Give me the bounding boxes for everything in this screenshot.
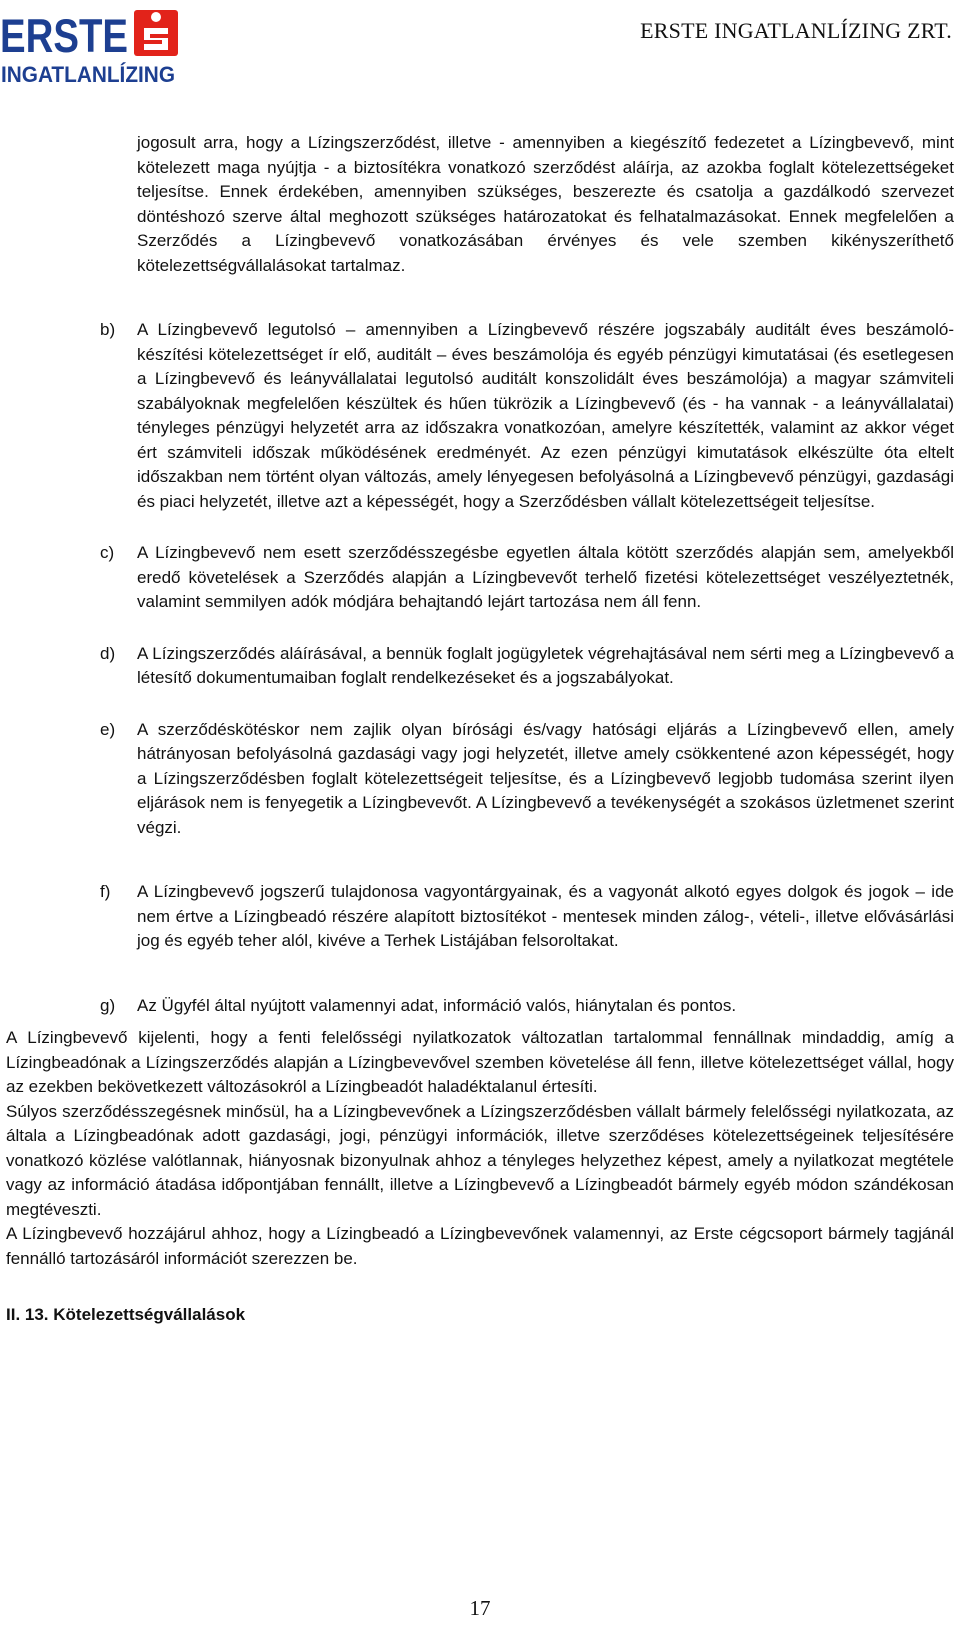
list-item-text: A szerződéskötéskor nem zajlik olyan bírósági és/vagy hatósági eljárás a Lízingbevevő ellen, amely hátrányosan befolyásolná gazdasági vagy jogi helyzetét, illetve amely csökkentené azon képességét, hogy a Lízingszerződésben foglalt kötelezettségeit teljesítse, és a Lízingbevevő legjobb tudomása szerint ilyen eljárások nem is fenyegetik a Lízingbevevőt. A Lízingbevevő a tevékenységét a szokásos üzletmenet szerint végzi. <box>137 719 954 837</box>
body-paragraphs <box>6 1026 954 1271</box>
list-item-text: A Lízingbevevő jogszerű tulajdonosa vagyontárgyainak, és a vagyonát alkotó egyes dolgok és jogok – ide nem értve a Lízingbeadó részére alapított biztosítékot - mentesek minden zálog-, vételi-, illetve elővásárlási jog és egyéb teher alól, kivéve a Terhek Listájában felsoroltakat. <box>137 882 954 950</box>
list-item-label: d) <box>100 643 116 663</box>
list-item-label: c) <box>100 543 115 562</box>
list-item-text: Az Ügyfél által nyújtott valamennyi adat, információ valós, hiánytalan és pontos. <box>137 995 737 1015</box>
document-body <box>6 131 954 1327</box>
list-item-b <box>6 318 954 514</box>
list-item-g <box>6 994 954 1019</box>
list-item-label: f) <box>100 882 111 901</box>
body-paragraph: Súlyos szerződésszegésnek minősül, ha a Lízingbevevőnek a Lízingszerződésben vállalt bármely felelősségi nyilatkozata, az általa a Lízingbeadónak adott gazdasági, jogi, pénzügyi információk, illetve szerződéses kötelezettségeinek teljesítésére vonatkozó közlése valótlannak, hiányosnak bizonyulnak ahhoz a tényleges helyzethez képest, amely a nyilatkozat megtétele vagy az információ átadása időpontjában fennállt, illetve a Lízingbevevő a Lízingbeadót bármely egyéb módon szándékosan megtéveszti. <box>6 1101 954 1219</box>
section-heading: II. 13. Kötelezettségvállalások <box>6 1305 246 1324</box>
logo-mark-icon <box>134 10 178 56</box>
erste-logo <box>0 6 190 88</box>
list-item-e <box>6 718 954 841</box>
list-item-text: A Lízingbevevő nem esett szerződésszegésbe egyetlen általa kötött szerződés alapján sem, amelyekből eredő követelések a Szerződés alapján a Lízingbevevőt terhelő fizetési kötelezettséget veszélyeztetnék, valamint semmilyen adók módjára behajtandó lejárt tartozása nem áll fenn. <box>137 543 954 611</box>
body-paragraph: A Lízingbevevő hozzájárul ahhoz, hogy a Lízingbeadó a Lízingbevevőnek valamennyi, az Erste cégcsoport bármely tagjánál fennálló tartozásáról információt szerezzen be. <box>6 1224 954 1268</box>
list-item-label: e) <box>100 719 116 739</box>
list-item-text: A Lízingbevevő legutolsó – amennyiben a Lízingbevevő részére jogszabály auditált éves beszámoló-készítési kötelezettséget ír elő, auditált – éves beszámolója és egyéb pénzügyi kimutatásai (és esetlegesen a Lízingbevevő és leányvállalatai legutolsó auditált konszolidált éves beszámolója) a magyar számviteli szabályoknak megfelelően készültek és hűen tükrözik a Lízingbevevő (és - ha vannak - a leányvállalatai) tényleges pénzügyi helyzetét arra az időszakra vonatkozóan, amelyre készítették, valamint az akkor véget ért számviteli időszak működésének eredményét. Az ezen pénzügyi kimutatások elkészülte óta eltelt időszakban nem történt olyan változás, amely lényegesen befolyásolná a Lízingbevevő pénzügyi, gazdasági és piaci helyzetét, illetve azt a képességét, hogy a Szerződésben vállalt kötelezettségeit teljesítse. <box>137 320 954 511</box>
list-item-d <box>6 642 954 691</box>
list-item-label: b) <box>100 320 116 339</box>
page-header <box>0 0 960 100</box>
list-item-text: A Lízingszerződés aláírásával, a bennük foglalt jogügyletek végrehajtásával nem sérti meg a Lízingbevevő a létesítő dokumentumaiban foglalt rendelkezéseket és a jogszabályokat. <box>137 643 954 687</box>
list-item-label: g) <box>100 995 116 1015</box>
list-item-f <box>6 880 954 954</box>
intro-paragraph: jogosult arra, hogy a Lízingszerződést, illetve - amennyiben a kiegészítő fedezetet a Lízingbevevő, mint kötelezett maga nyújtja - a biztosítékra vonatkozó szerződést aláírja, az azokba foglalt kötelezettségeket teljesítse. Ennek érdekében, amennyiben szükséges, beszerezte és csatolja a gazdálkodó szervezet döntéshozó szerve által meghozott szükséges határozatokat és felhatalmazásokat. Ennek megfelelően a Szerződés a Lízingbevevő vonatkozásában érvényes és vele szemben kikényszeríthető kötelezettségvállalásokat tartalmaz. <box>137 133 954 275</box>
list-item-c <box>6 541 954 615</box>
logo-sub: INGATLANLÍZING <box>1 62 175 87</box>
company-name: ERSTE INGATLANLÍZING ZRT. <box>640 18 952 43</box>
page-number: 17 <box>469 1596 491 1620</box>
logo-brand: ERSTE <box>0 9 128 62</box>
body-paragraph: A Lízingbevevő kijelenti, hogy a fenti felelősségi nyilatkozatok változatlan tartalommal fennállnak mindaddig, amíg a Lízingbeadónak a Lízingszerződés alapján a Lízingbevevővel szemben követelése áll fenn, illetve kötelezettséget vállal, hogy az ezekben bekövetkezett változásokról a Lízingbeadót haladéktalanul értesíti. <box>6 1028 954 1096</box>
